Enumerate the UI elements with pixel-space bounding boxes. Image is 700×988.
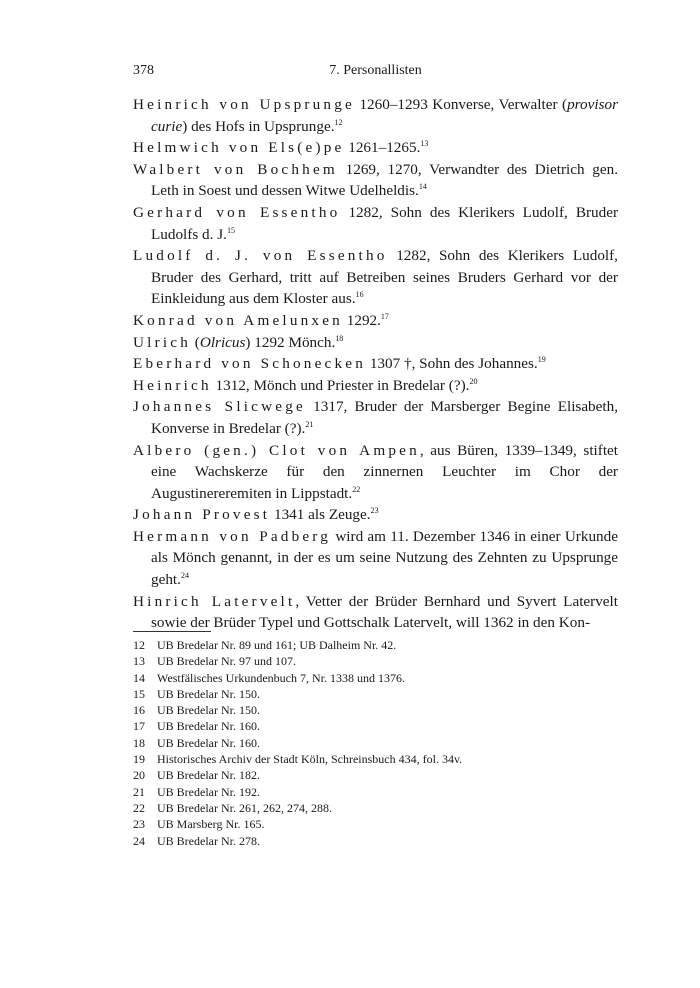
entry-text: ) 1292 Mönch. (245, 333, 336, 351)
footnote (133, 653, 618, 669)
footnote-text: UB Marsberg Nr. 165. (157, 817, 265, 832)
list-entry (133, 94, 618, 137)
list-entry (133, 310, 618, 332)
footnote-number: 16 (133, 703, 145, 718)
person-name: Johann Provest (133, 506, 271, 524)
footnote-number: 19 (133, 752, 145, 767)
footnote-text: UB Bredelar Nr. 278. (157, 833, 260, 848)
footnote-ref: 15 (226, 225, 235, 235)
footnote-ref: 12 (334, 117, 343, 127)
footnote-number: 14 (133, 670, 145, 685)
footnote (133, 767, 618, 783)
footnote-ref: 19 (537, 355, 546, 365)
running-title: 7. Personallisten (329, 63, 422, 78)
list-entry (133, 137, 618, 159)
entry-text: ( (191, 333, 200, 351)
footnote-number: 15 (133, 686, 145, 701)
personnel-list (133, 94, 618, 634)
footnote-number: 17 (133, 719, 145, 734)
person-name: Walbert von Bochhem (133, 160, 338, 178)
footnote-number: 20 (133, 768, 145, 783)
footnote-number: 12 (133, 638, 145, 652)
entry-text: 1312, Mönch und Priester in Bredelar (?). (211, 376, 470, 394)
person-name: Johannes Slicwege (133, 398, 306, 416)
footnote-text: UB Bredelar Nr. 97 und 107. (157, 654, 296, 669)
person-name: Helmwich von Els(e)pe (133, 139, 345, 157)
entry-text: 1261–1265. (344, 139, 421, 157)
footnote-number: 22 (133, 800, 145, 815)
entry-text: 1307 †, Sohn des Johannes. (366, 355, 538, 373)
entry-text: , aus Büren, 1339–1349, stiftet eine Wachskerze für den zinnernen Leuchter im Chor der Augustinereremiten in Lippstadt. (151, 441, 618, 502)
footnote (133, 751, 618, 767)
footnote-text: Historisches Archiv der Stadt Köln, Schreinsbuch 434, fol. 34v. (157, 752, 463, 767)
person-name: Eberhard von Schonecken (133, 355, 367, 373)
person-name: Heinrich (133, 376, 212, 394)
list-entry (133, 526, 618, 591)
footnote-number: 13 (133, 654, 145, 669)
footnote (133, 833, 618, 849)
footnote-text: UB Bredelar Nr. 150. (157, 686, 260, 701)
footnote-number: 21 (133, 784, 145, 799)
list-entry (133, 245, 618, 310)
list-entry (133, 440, 618, 505)
person-name: Gerhard von Essentho (133, 203, 341, 221)
footnote-ref: 14 (418, 182, 427, 192)
list-entry (133, 396, 618, 439)
entry-text: 1292. (342, 311, 381, 329)
footnote-ref: 21 (305, 419, 314, 429)
list-entry (133, 332, 618, 354)
footnote-text: UB Bredelar Nr. 261, 262, 274, 288. (157, 800, 332, 815)
footnote (133, 670, 618, 686)
footnote-text: UB Bredelar Nr. 160. (157, 735, 260, 750)
footnote-ref: 16 (355, 290, 364, 300)
footnote-rule (133, 631, 211, 632)
page-number: 378 (133, 63, 154, 78)
person-name: Hinrich Latervelt (133, 592, 296, 610)
entry-text: ) des Hofs in Upsprunge. (182, 117, 335, 135)
page-header (133, 63, 618, 83)
entry-text: 1282, Sohn des Klerikers Ludolf, Bruder des Gerhard, tritt auf Betreiben seines Bruders Gerhard vor der Einkleidung aus dem Kloster aus. (151, 247, 618, 308)
footnote (133, 686, 618, 702)
footnote (133, 816, 618, 832)
latin-term: provisor curie (151, 96, 618, 135)
footnote (133, 784, 618, 800)
list-entry (133, 202, 618, 245)
person-name: Ulrich (133, 333, 191, 351)
entry-text: 1341 als Zeuge. (270, 506, 371, 524)
footnotes (133, 637, 618, 849)
footnote-ref: 23 (370, 506, 379, 516)
person-name: Heinrich von Upsprunge (133, 96, 355, 113)
entry-text: 1269, 1270, Verwandter des Dietrich gen. Leth in Soest und dessen Witwe Udelheldis. (151, 160, 619, 200)
list-entry (133, 504, 618, 526)
entry-text: 1317, Bruder der Marsberger Begine Elisabeth, Konverse in Bredelar (?). (151, 398, 619, 437)
entry-text: 1260–1293 Konverse, Verwalter ( (354, 96, 568, 113)
footnote (133, 637, 618, 653)
person-name: Hermann von Padberg (133, 527, 332, 545)
footnote-text: UB Bredelar Nr. 150. (157, 703, 260, 718)
footnote-ref: 20 (469, 376, 478, 386)
footnote-text: UB Bredelar Nr. 182. (157, 768, 260, 783)
entry-text: 1282, Sohn des Klerikers Ludolf, Bruder Ludolfs d. J. (151, 203, 618, 243)
footnote (133, 718, 618, 734)
footnote-ref: 24 (180, 571, 189, 581)
footnote-text: UB Bredelar Nr. 192. (157, 784, 260, 799)
entry-text: , Vetter der Brüder Bernhard und Syvert Latervelt sowie der Brüder Typel und Gottschalk Latervelt, will 1362 in den Kon- (151, 592, 618, 632)
footnote-text: Westfälisches Urkundenbuch 7, Nr. 1338 und 1376. (157, 670, 405, 685)
person-name: Albero (gen.) Clot von Ampen (133, 441, 420, 459)
footnote (133, 800, 618, 816)
person-name: Konrad von Amelunxen (133, 311, 343, 329)
footnote-number: 24 (133, 833, 145, 848)
entry-text: wird am 11. Dezember 1346 in einer Urkunde als Mönch genannt, in der es um seine Nutzung des Zehnten zu Upsprunge geht. (151, 527, 618, 589)
list-entry (133, 159, 618, 202)
person-name: Ludolf d. J. von Essentho (133, 247, 388, 265)
footnote-ref: 13 (420, 139, 429, 149)
latin-term: Olricus (199, 333, 246, 351)
footnote (133, 735, 618, 751)
footnote-text: UB Bredelar Nr. 89 und 161; UB Dalheim Nr. 42. (157, 638, 397, 652)
footnote-ref: 22 (352, 484, 361, 494)
list-entry (133, 375, 618, 397)
footnote-ref: 17 (380, 311, 389, 321)
footnote-text: UB Bredelar Nr. 160. (157, 719, 260, 734)
list-entry (133, 353, 618, 375)
footnote-number: 18 (133, 735, 145, 750)
footnote-number: 23 (133, 817, 145, 832)
footnote-ref: 18 (335, 333, 344, 343)
list-entry (133, 591, 618, 634)
footnote (133, 702, 618, 718)
